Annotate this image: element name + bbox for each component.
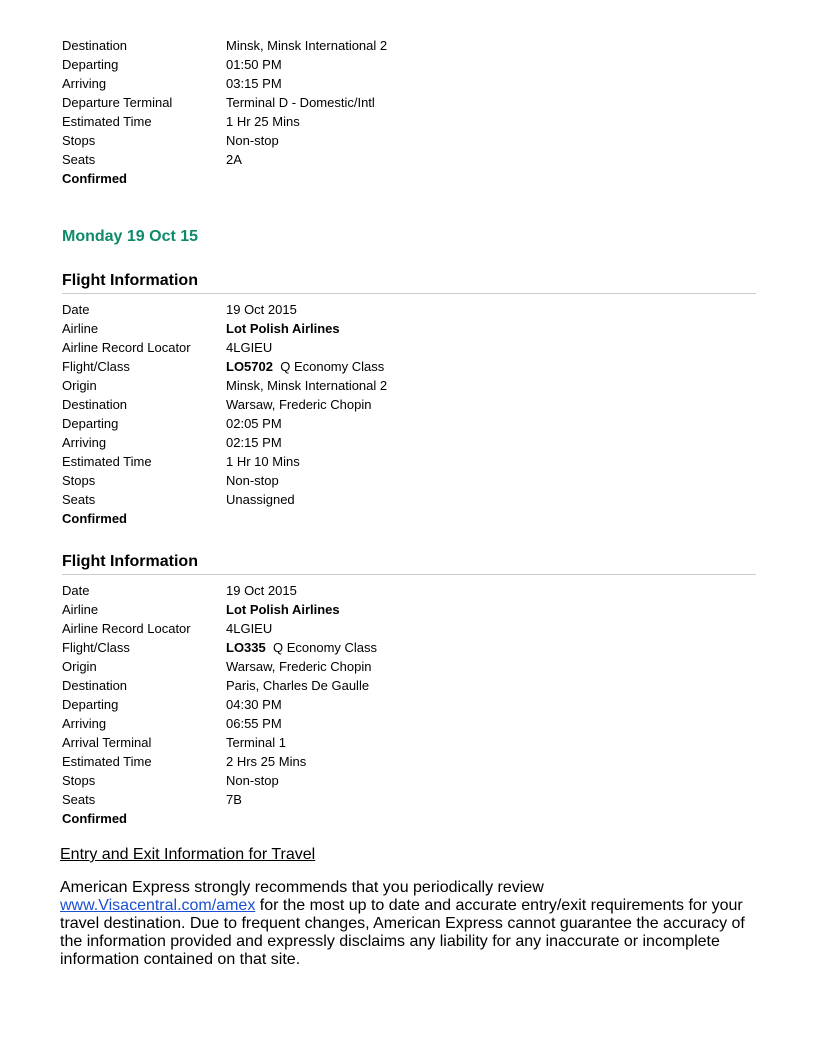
airline-value: Lot Polish Airlines xyxy=(226,321,340,336)
stops-label: Stops xyxy=(62,773,96,788)
departing-value: 02:05 PM xyxy=(226,416,282,431)
destination-value: Minsk, Minsk International 2 xyxy=(226,38,388,53)
table-row xyxy=(62,619,377,638)
seats-label: Seats xyxy=(62,492,96,507)
date-value: 19 Oct 2015 xyxy=(226,583,297,598)
table-row xyxy=(62,600,377,619)
origin-value: Minsk, Minsk International 2 xyxy=(226,378,388,393)
seats-label: Seats xyxy=(62,152,96,167)
day-heading: Monday 19 Oct 15 xyxy=(62,228,199,245)
date-label: Date xyxy=(62,302,90,317)
stops-value: Non-stop xyxy=(226,473,279,488)
flight-class: Q Economy Class xyxy=(280,359,385,374)
status-confirmed: Confirmed xyxy=(62,171,127,186)
table-row xyxy=(62,657,377,676)
arrival-terminal-label: Arrival Terminal xyxy=(62,735,152,750)
flight-2-table xyxy=(62,581,377,809)
record-locator-label: Airline Record Locator xyxy=(62,340,191,355)
table-row xyxy=(62,695,377,714)
airline-label: Airline xyxy=(62,602,99,617)
visacentral-link[interactable]: www.Visacentral.com/amex xyxy=(60,897,256,914)
table-row xyxy=(62,36,387,55)
arriving-value: 06:55 PM xyxy=(226,716,282,731)
table-row xyxy=(62,112,387,131)
date-label: Date xyxy=(62,583,90,598)
estimated-time-label: Estimated Time xyxy=(62,114,152,129)
date-value: 19 Oct 2015 xyxy=(226,302,297,317)
section-title: Flight Information xyxy=(62,552,756,575)
departing-value: 04:30 PM xyxy=(226,697,282,712)
table-row xyxy=(62,55,387,74)
flight-number: LO335 xyxy=(226,640,266,655)
table-row xyxy=(62,131,387,150)
table-row xyxy=(62,93,387,112)
estimated-time-value: 1 Hr 10 Mins xyxy=(226,454,300,469)
seats-label: Seats xyxy=(62,792,96,807)
departure-terminal-value: Terminal D - Domestic/Intl xyxy=(226,95,375,110)
seats-value: 7B xyxy=(226,792,242,807)
status-confirmed: Confirmed xyxy=(62,811,127,826)
previous-segment xyxy=(62,36,756,188)
estimated-time-value: 1 Hr 25 Mins xyxy=(226,114,300,129)
estimated-time-label: Estimated Time xyxy=(62,454,152,469)
table-row xyxy=(62,300,387,319)
departing-label: Departing xyxy=(62,57,119,72)
flight-class-label: Flight/Class xyxy=(62,640,130,655)
destination-label: Destination xyxy=(62,678,128,693)
advice-text-before: American Express strongly recommends that you periodically review xyxy=(60,879,544,896)
flight-1-table xyxy=(62,300,387,509)
advice-text-after: for the most up to date and accurate entry/exit requirements for your travel destination. Due to frequent changes, American Express cannot guarantee the accuracy of the information provided and expressly disclaims any liability for any inaccurate or incomplete information contained on that site. xyxy=(60,897,745,968)
airline-label: Airline xyxy=(62,321,99,336)
origin-value: Warsaw, Frederic Chopin xyxy=(226,659,372,674)
table-row xyxy=(62,414,387,433)
arriving-label: Arriving xyxy=(62,435,107,450)
record-locator-value: 4LGIEU xyxy=(226,621,273,636)
stops-label: Stops xyxy=(62,133,96,148)
table-row xyxy=(62,676,377,695)
table-row xyxy=(62,790,377,809)
arriving-value: 03:15 PM xyxy=(226,76,282,91)
destination-label: Destination xyxy=(62,397,128,412)
origin-label: Origin xyxy=(62,659,97,674)
flight-class-value xyxy=(226,357,387,376)
table-row xyxy=(62,638,377,657)
entry-exit-info-link[interactable]: Entry and Exit Information for Travel xyxy=(60,846,316,863)
table-row xyxy=(62,395,387,414)
status-confirmed: Confirmed xyxy=(62,511,127,526)
arriving-value: 02:15 PM xyxy=(226,435,282,450)
table-row xyxy=(62,433,387,452)
seats-value: Unassigned xyxy=(226,492,295,507)
departing-value: 01:50 PM xyxy=(226,57,282,72)
table-row xyxy=(62,471,387,490)
table-row xyxy=(62,376,387,395)
itinerary-page xyxy=(62,36,756,969)
table-row xyxy=(62,752,377,771)
flight-class: Q Economy Class xyxy=(272,640,378,655)
departing-label: Departing xyxy=(62,416,119,431)
departing-label: Departing xyxy=(62,697,119,712)
flight-info-2 xyxy=(62,552,756,828)
estimated-time-label: Estimated Time xyxy=(62,754,152,769)
stops-label: Stops xyxy=(62,473,96,488)
airline-value: Lot Polish Airlines xyxy=(226,602,340,617)
estimated-time-value: 2 Hrs 25 Mins xyxy=(226,754,307,769)
destination-label: Destination xyxy=(62,38,128,53)
arriving-label: Arriving xyxy=(62,76,107,91)
departure-terminal-label: Departure Terminal xyxy=(62,95,173,110)
stops-value: Non-stop xyxy=(226,133,279,148)
flight-class-label: Flight/Class xyxy=(62,359,130,374)
table-row xyxy=(62,74,387,93)
table-row xyxy=(62,490,387,509)
table-row xyxy=(62,771,377,790)
origin-label: Origin xyxy=(62,378,97,393)
record-locator-label: Airline Record Locator xyxy=(62,621,191,636)
record-locator-value: 4LGIEU xyxy=(226,340,273,355)
table-row xyxy=(62,319,387,338)
table-row xyxy=(62,452,387,471)
destination-value: Warsaw, Frederic Chopin xyxy=(226,397,372,412)
flight-class-value xyxy=(226,638,377,657)
flight-number: LO5702 xyxy=(226,359,273,374)
seats-value: 2A xyxy=(226,152,242,167)
table-row xyxy=(62,338,387,357)
previous-segment-table xyxy=(62,36,387,169)
table-row xyxy=(62,150,387,169)
entry-exit-advice xyxy=(60,879,760,969)
arriving-label: Arriving xyxy=(62,716,107,731)
destination-value: Paris, Charles De Gaulle xyxy=(226,678,370,693)
section-title: Flight Information xyxy=(62,271,756,294)
table-row xyxy=(62,733,377,752)
table-row xyxy=(62,714,377,733)
table-row xyxy=(62,581,377,600)
arrival-terminal-value: Terminal 1 xyxy=(226,735,286,750)
table-row xyxy=(62,357,387,376)
flight-info-1 xyxy=(62,271,756,528)
stops-value: Non-stop xyxy=(226,773,279,788)
